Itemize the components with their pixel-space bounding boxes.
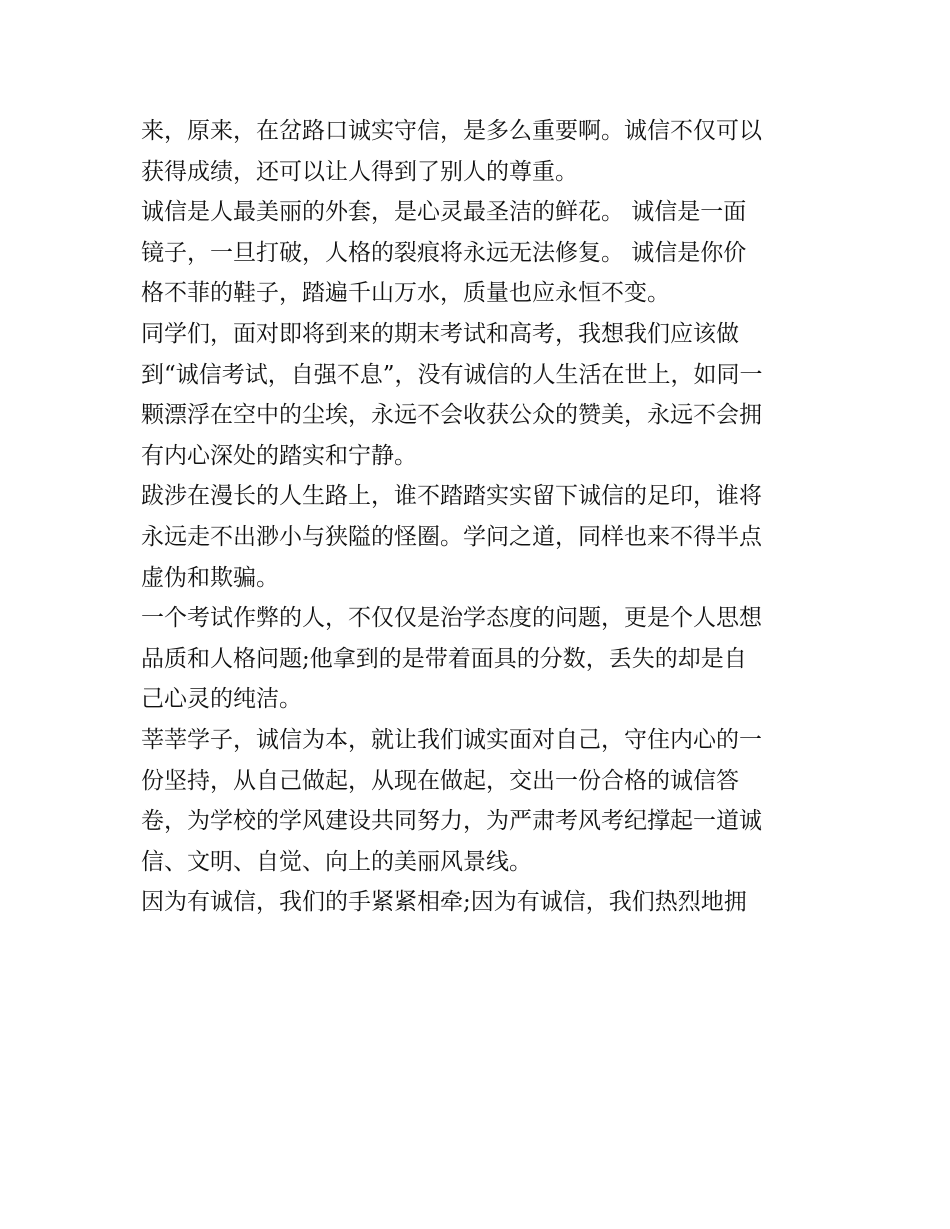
- text-line: 同学们，面对即将到来的期末考试和高考，我想我们应该做: [141, 320, 739, 347]
- text-line: 诚信是人最美丽的外套，是心灵最圣洁的鲜花。 诚信是一面: [141, 199, 747, 226]
- text-line: 份坚持，从自己做起，从现在做起，交出一份合格的诚信答: [141, 767, 739, 794]
- text-line: 信、文明、自觉、向上的美丽风景线。: [141, 848, 532, 875]
- text-line: 获得成绩，还可以让人得到了别人的尊重。: [141, 158, 578, 185]
- text-line: 到“诚信考试，自强不息”，没有诚信的人生活在世上，如同一: [141, 361, 763, 388]
- text-line: 来，原来，在岔路口诚实守信，是多么重要啊。诚信不仅可以: [141, 118, 762, 144]
- text-line: 品质和人格问题;他拿到的是带着面具的分数，丢失的却是自: [141, 645, 747, 672]
- text-line: 己心灵的纯洁。: [141, 686, 302, 713]
- text-line: 一个考试作弊的人，不仅仅是治学态度的问题，更是个人思想: [141, 605, 762, 632]
- text-line: 颗漂浮在空中的尘埃，永远不会收获公众的赞美，永远不会拥: [141, 402, 762, 429]
- text-line: 卷，为学校的学风建设共同努力，为严肃考风考纪撑起一道诚: [141, 808, 762, 835]
- text-line: 有内心深处的踏实和宁静。: [141, 442, 417, 469]
- document-body: [141, 111, 813, 923]
- text-line: 格不菲的鞋子，踏遍千山万水，质量也应永恒不变。: [141, 280, 670, 307]
- text-line: 永远走不出渺小与狭隘的怪圈。学问之道，同样也来不得半点: [141, 523, 762, 550]
- text-line: 因为有诚信，我们的手紧紧相牵;因为有诚信，我们热烈地拥: [141, 889, 747, 916]
- text-line: 虚伪和欺骗。: [141, 564, 279, 591]
- text-line: 莘莘学子，诚信为本，就让我们诚实面对自己，守住内心的一: [141, 726, 762, 753]
- text-line: 镜子，一旦打破，人格的裂痕将永远无法修复。 诚信是你价: [141, 239, 747, 266]
- text-line: 跋涉在漫长的人生路上，谁不踏踏实实留下诚信的足印，谁将: [141, 483, 762, 510]
